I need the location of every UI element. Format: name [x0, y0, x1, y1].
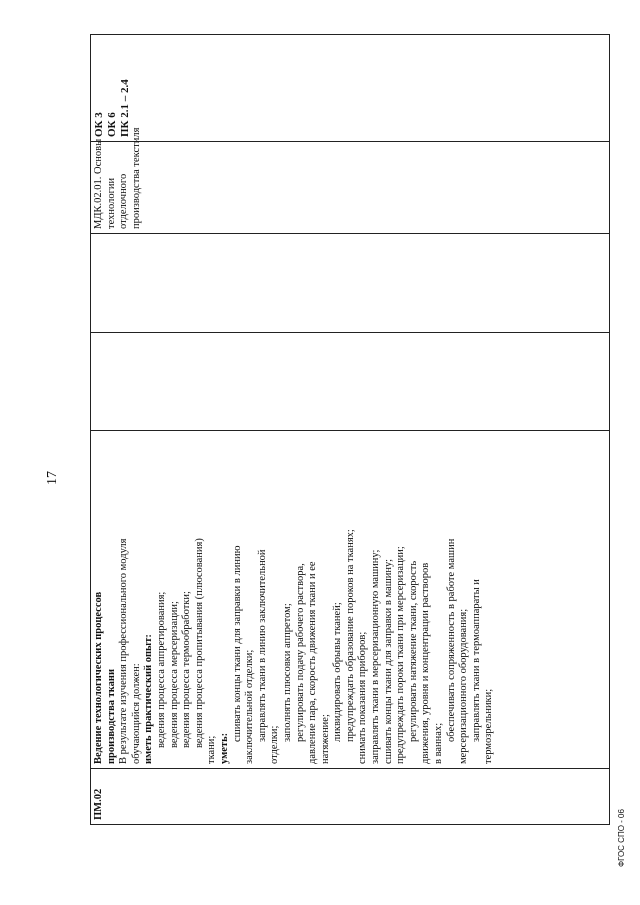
mdk-line: технологии: [105, 177, 117, 229]
skill-line: мерсеризационного оборудования;: [458, 608, 470, 764]
experience-item: ведения процесса термообработки;: [181, 591, 193, 748]
skill-line: предупреждать пороки ткани при мерсеризации;: [395, 546, 407, 764]
skill-line: в ваннах;: [433, 722, 445, 764]
module-code: ПМ.02: [93, 788, 104, 820]
mdk-line: отделочного: [118, 173, 130, 229]
competency-code: ОК 3: [93, 112, 105, 137]
experience-item: ведения процесса мерсеризации;: [168, 601, 180, 748]
experience-item: ведения процесса аппретирования;: [155, 591, 167, 748]
skill-line: регулировать натяжение ткани, скорость: [407, 560, 419, 742]
experience-item: ткани;: [206, 735, 218, 764]
skills-list: [232, 435, 496, 764]
experience-item: ведения процесса пропитывания (плюсования): [193, 538, 205, 748]
page-number: 17: [45, 471, 60, 485]
empty-cell: [91, 234, 610, 333]
skill-line: давление пара, скорость движения ткани и ее: [307, 561, 319, 764]
skill-line: заправлять ткани в мерсеризационную машину;: [370, 549, 382, 764]
skill-line: термозрельники;: [483, 688, 495, 764]
skill-line: снимать показания приборов;: [357, 631, 369, 764]
skill-line: заключительной отделки;: [244, 649, 256, 764]
mdk-cell: [91, 127, 610, 234]
footer-standard-code: ФГОС СПО - 06: [617, 809, 626, 867]
module-title-line: производства ткани: [105, 668, 117, 764]
skill-line: обеспечивать сопряженность в работе машин: [445, 538, 457, 742]
competency-code: ОК 6: [106, 112, 118, 137]
module-title-line: Ведение технологических процессов: [93, 591, 104, 764]
skill-line: сшивать концы ткани для заправки в линию: [231, 545, 243, 742]
skill-line: сшивать концы ткани для заправки в машину;: [382, 558, 394, 764]
competency-code: ПК 2.1 – 2.4: [119, 79, 131, 137]
skill-line: заправлять ткани в линию заключительной: [256, 549, 268, 742]
mdk-line: МДК.02.01. Основы: [93, 138, 104, 229]
mdk-line: производства текстиля: [130, 127, 142, 229]
skill-line: движения, уровня и концентрации растворов: [420, 562, 432, 764]
skill-line: натяжение;: [319, 714, 331, 764]
curriculum-table: [90, 34, 610, 825]
experience-label: иметь практический опыт:: [143, 634, 155, 764]
intro-line: обучающийся должен:: [130, 663, 142, 764]
description-cell: [91, 431, 610, 769]
intro-line: В результате изучения профессионального модуля: [118, 538, 130, 764]
skill-line: отделки;: [269, 725, 281, 764]
skill-line: предупреждать образование пороков на тканях;: [344, 529, 356, 742]
skill-line: заполнять плюсовки аппретом;: [281, 603, 293, 742]
skill-line: регулировать подачу рабочего раствора,: [294, 563, 306, 742]
table-row: [91, 35, 610, 825]
skill-line: ликвидировать обрывы тканей;: [332, 602, 344, 742]
competencies-cell: [91, 35, 610, 142]
skills-label: уметь:: [218, 732, 230, 764]
empty-cell: [91, 333, 610, 431]
skill-line: заправлять ткани в термоаппараты и: [470, 579, 482, 742]
module-code-cell: [91, 769, 610, 825]
